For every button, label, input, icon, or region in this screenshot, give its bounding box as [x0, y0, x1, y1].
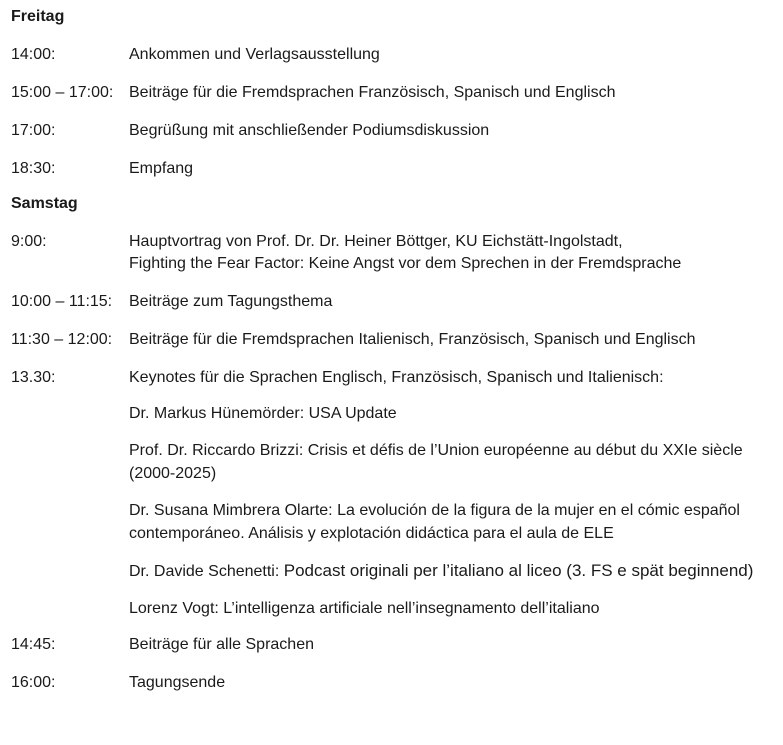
- row-description: Keynotes für die Sprachen Englisch, Französisch, Spanisch und Italienisch:: [129, 369, 664, 386]
- row-description: Beiträge für die Fremdsprachen Italienisch, Französisch, Spanisch und Englisch: [129, 331, 696, 348]
- row-description: Begrüßung mit anschließender Podiumsdiskussion: [129, 122, 490, 139]
- keynote-item: Dr. Markus Hünemörder: USA Update: [129, 405, 397, 422]
- schedule-row: [11, 291, 783, 313]
- schedule-row: [11, 367, 783, 389]
- row-time: 14:45:: [11, 636, 56, 653]
- row-description: Beiträge für alle Sprachen: [129, 636, 314, 653]
- row-time: 13.30:: [11, 369, 56, 386]
- row-time: 18:30:: [11, 160, 56, 177]
- keynote-main-line-1: Hauptvortrag von Prof. Dr. Dr. Heiner Böttger, KU Eichstätt-Ingolstadt,: [129, 233, 623, 250]
- row-description: Beiträge für die Fremdsprachen Französisch, Spanisch und Englisch: [129, 84, 616, 101]
- row-description: Tagungsende: [129, 674, 226, 691]
- schedule-row: [11, 231, 783, 275]
- schedule-row: [11, 158, 783, 180]
- keynote-speaker: Dr. Davide Schenetti:: [129, 563, 284, 580]
- keynote-item: Dr. Susana Mimbrera Olarte: La evolución de la figura de la mujer en el cómic español contemporáneo. Análisis y explotación didáctica para el aula de ELE: [129, 502, 740, 542]
- row-time: 9:00:: [11, 233, 47, 250]
- day-heading-saturday: Samstag: [11, 195, 78, 212]
- keynote-item: Lorenz Vogt: L’intelligenza artificiale nell’insegnamento dell’italiano: [129, 600, 600, 617]
- row-time: 11:30 – 12:00:: [11, 331, 113, 348]
- schedule-row: [11, 672, 783, 694]
- row-description: Ankommen und Verlagsausstellung: [129, 46, 380, 63]
- keynote-item: [129, 559, 783, 583]
- row-time: 15:00 – 17:00:: [11, 84, 114, 101]
- day-heading-friday: Freitag: [11, 8, 65, 25]
- schedule-row: [11, 82, 783, 104]
- keynote-title: Podcast originali per l’italiano al liceo (3. FS e spät beginnend): [283, 561, 754, 580]
- schedule-row: [11, 120, 783, 142]
- keynote-main-line-2: Fighting the Fear Factor: Keine Angst vor dem Sprechen in der Fremdsprache: [129, 255, 682, 272]
- schedule-row: [11, 329, 783, 351]
- row-time: 17:00:: [11, 122, 56, 139]
- schedule-row: [11, 44, 783, 66]
- row-description: [129, 231, 783, 275]
- row-time: 16:00:: [11, 674, 56, 691]
- schedule-row: [11, 634, 783, 656]
- keynote-item: Prof. Dr. Riccardo Brizzi: Crisis et défis de l’Union européenne au début du XXIe siècle (2000-2025): [129, 442, 743, 482]
- row-time: 10:00 – 11:15:: [11, 293, 113, 310]
- row-time: 14:00:: [11, 46, 56, 63]
- row-description: Beiträge zum Tagungsthema: [129, 293, 333, 310]
- row-description: Empfang: [129, 160, 194, 177]
